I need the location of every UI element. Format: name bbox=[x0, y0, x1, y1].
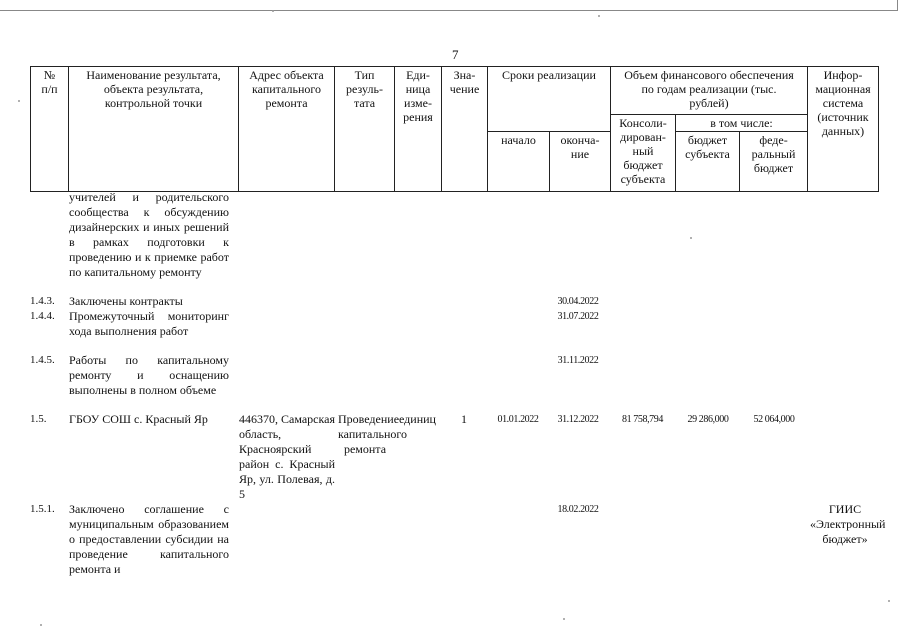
row-unit: единиц bbox=[399, 412, 436, 426]
row-name: учителей и родительского сообщества к обсуждению дизайнерских и иных решений в рамках подготовки к проведению и к приемке работ по капитальному ремонту bbox=[69, 190, 229, 279]
header-value: Зна- чение bbox=[442, 67, 488, 192]
row-end-date: 18.02.2022 bbox=[557, 504, 599, 515]
row-name: Заключено соглашение с муниципальным образованием о предоставлении субсидии на проведение капитального ремонта и bbox=[69, 502, 229, 576]
header-info-system: Инфор- мационная система (источник данных) bbox=[808, 67, 879, 192]
header-including: в том числе: bbox=[676, 115, 808, 132]
row-num: 1.4.5. bbox=[30, 354, 55, 366]
row-end-date: 31.12.2022 bbox=[557, 414, 599, 425]
header-type: Тип резуль- тата bbox=[335, 67, 395, 192]
header-federal-budget: феде- ральный бюджет bbox=[740, 132, 808, 192]
scan-speck bbox=[598, 15, 600, 17]
row-value: 1 bbox=[461, 412, 467, 426]
header-consolidated: Консоли- дирован- ный бюджет субъекта bbox=[611, 115, 676, 192]
row-start-date: 01.01.2022 bbox=[497, 414, 539, 425]
scan-speck bbox=[888, 600, 890, 602]
row-num: 1.4.3. bbox=[30, 295, 55, 307]
table-header bbox=[30, 66, 879, 192]
scan-speck bbox=[563, 618, 565, 620]
row-num: 1.5.1. bbox=[30, 503, 55, 515]
header-terms: Сроки реализации bbox=[488, 67, 611, 132]
row-end-date: 31.11.2022 bbox=[557, 355, 599, 366]
row-name: Работы по капитальному ремонту и оснащению выполнены в полном объеме bbox=[69, 353, 229, 397]
row-address: 446370, Самарская область, Красноярский район с. Красный Яр, ул. Полевая, д. 5 bbox=[239, 412, 335, 501]
header-end: оконча- ние bbox=[550, 132, 611, 192]
row-num: 1.5. bbox=[30, 413, 47, 425]
row-consolidated-budget: 81 758,794 bbox=[621, 414, 663, 425]
row-type: Проведение капитального ремонта bbox=[338, 412, 407, 456]
scan-speck bbox=[690, 237, 692, 239]
row-num: 1.4.4. bbox=[30, 310, 55, 322]
header-address: Адрес объекта капитального ремонта bbox=[239, 67, 335, 192]
scan-page-edge bbox=[0, 0, 898, 11]
header-subject-budget: бюджет субъекта bbox=[676, 132, 740, 192]
header-name: Наименование результата, объекта результата, контрольной точки bbox=[69, 67, 239, 192]
header-num: № п/п bbox=[31, 67, 69, 192]
row-name: Промежуточный мониторинг хода выполнения работ bbox=[69, 309, 229, 338]
page-number: 7 bbox=[452, 47, 459, 62]
row-info-system: ГИИС «Электронный бюджет» bbox=[810, 502, 886, 546]
row-end-date: 30.04.2022 bbox=[557, 296, 599, 307]
row-subject-budget: 29 286,000 bbox=[687, 414, 729, 425]
scan-speck bbox=[272, 10, 274, 12]
scan-speck bbox=[40, 624, 42, 626]
row-name: ГБОУ СОШ с. Красный Яр bbox=[69, 412, 208, 426]
scan-speck bbox=[18, 100, 20, 102]
header-unit: Еди- ница изме- рения bbox=[395, 67, 442, 192]
header-finance: Объем финансового обеспечения по годам реализации (тыс. рублей) bbox=[611, 67, 808, 115]
row-name: Заключены контракты bbox=[69, 294, 183, 308]
row-end-date: 31.07.2022 bbox=[557, 311, 599, 322]
header-start: начало bbox=[488, 132, 550, 192]
row-federal-budget: 52 064,000 bbox=[753, 414, 795, 425]
